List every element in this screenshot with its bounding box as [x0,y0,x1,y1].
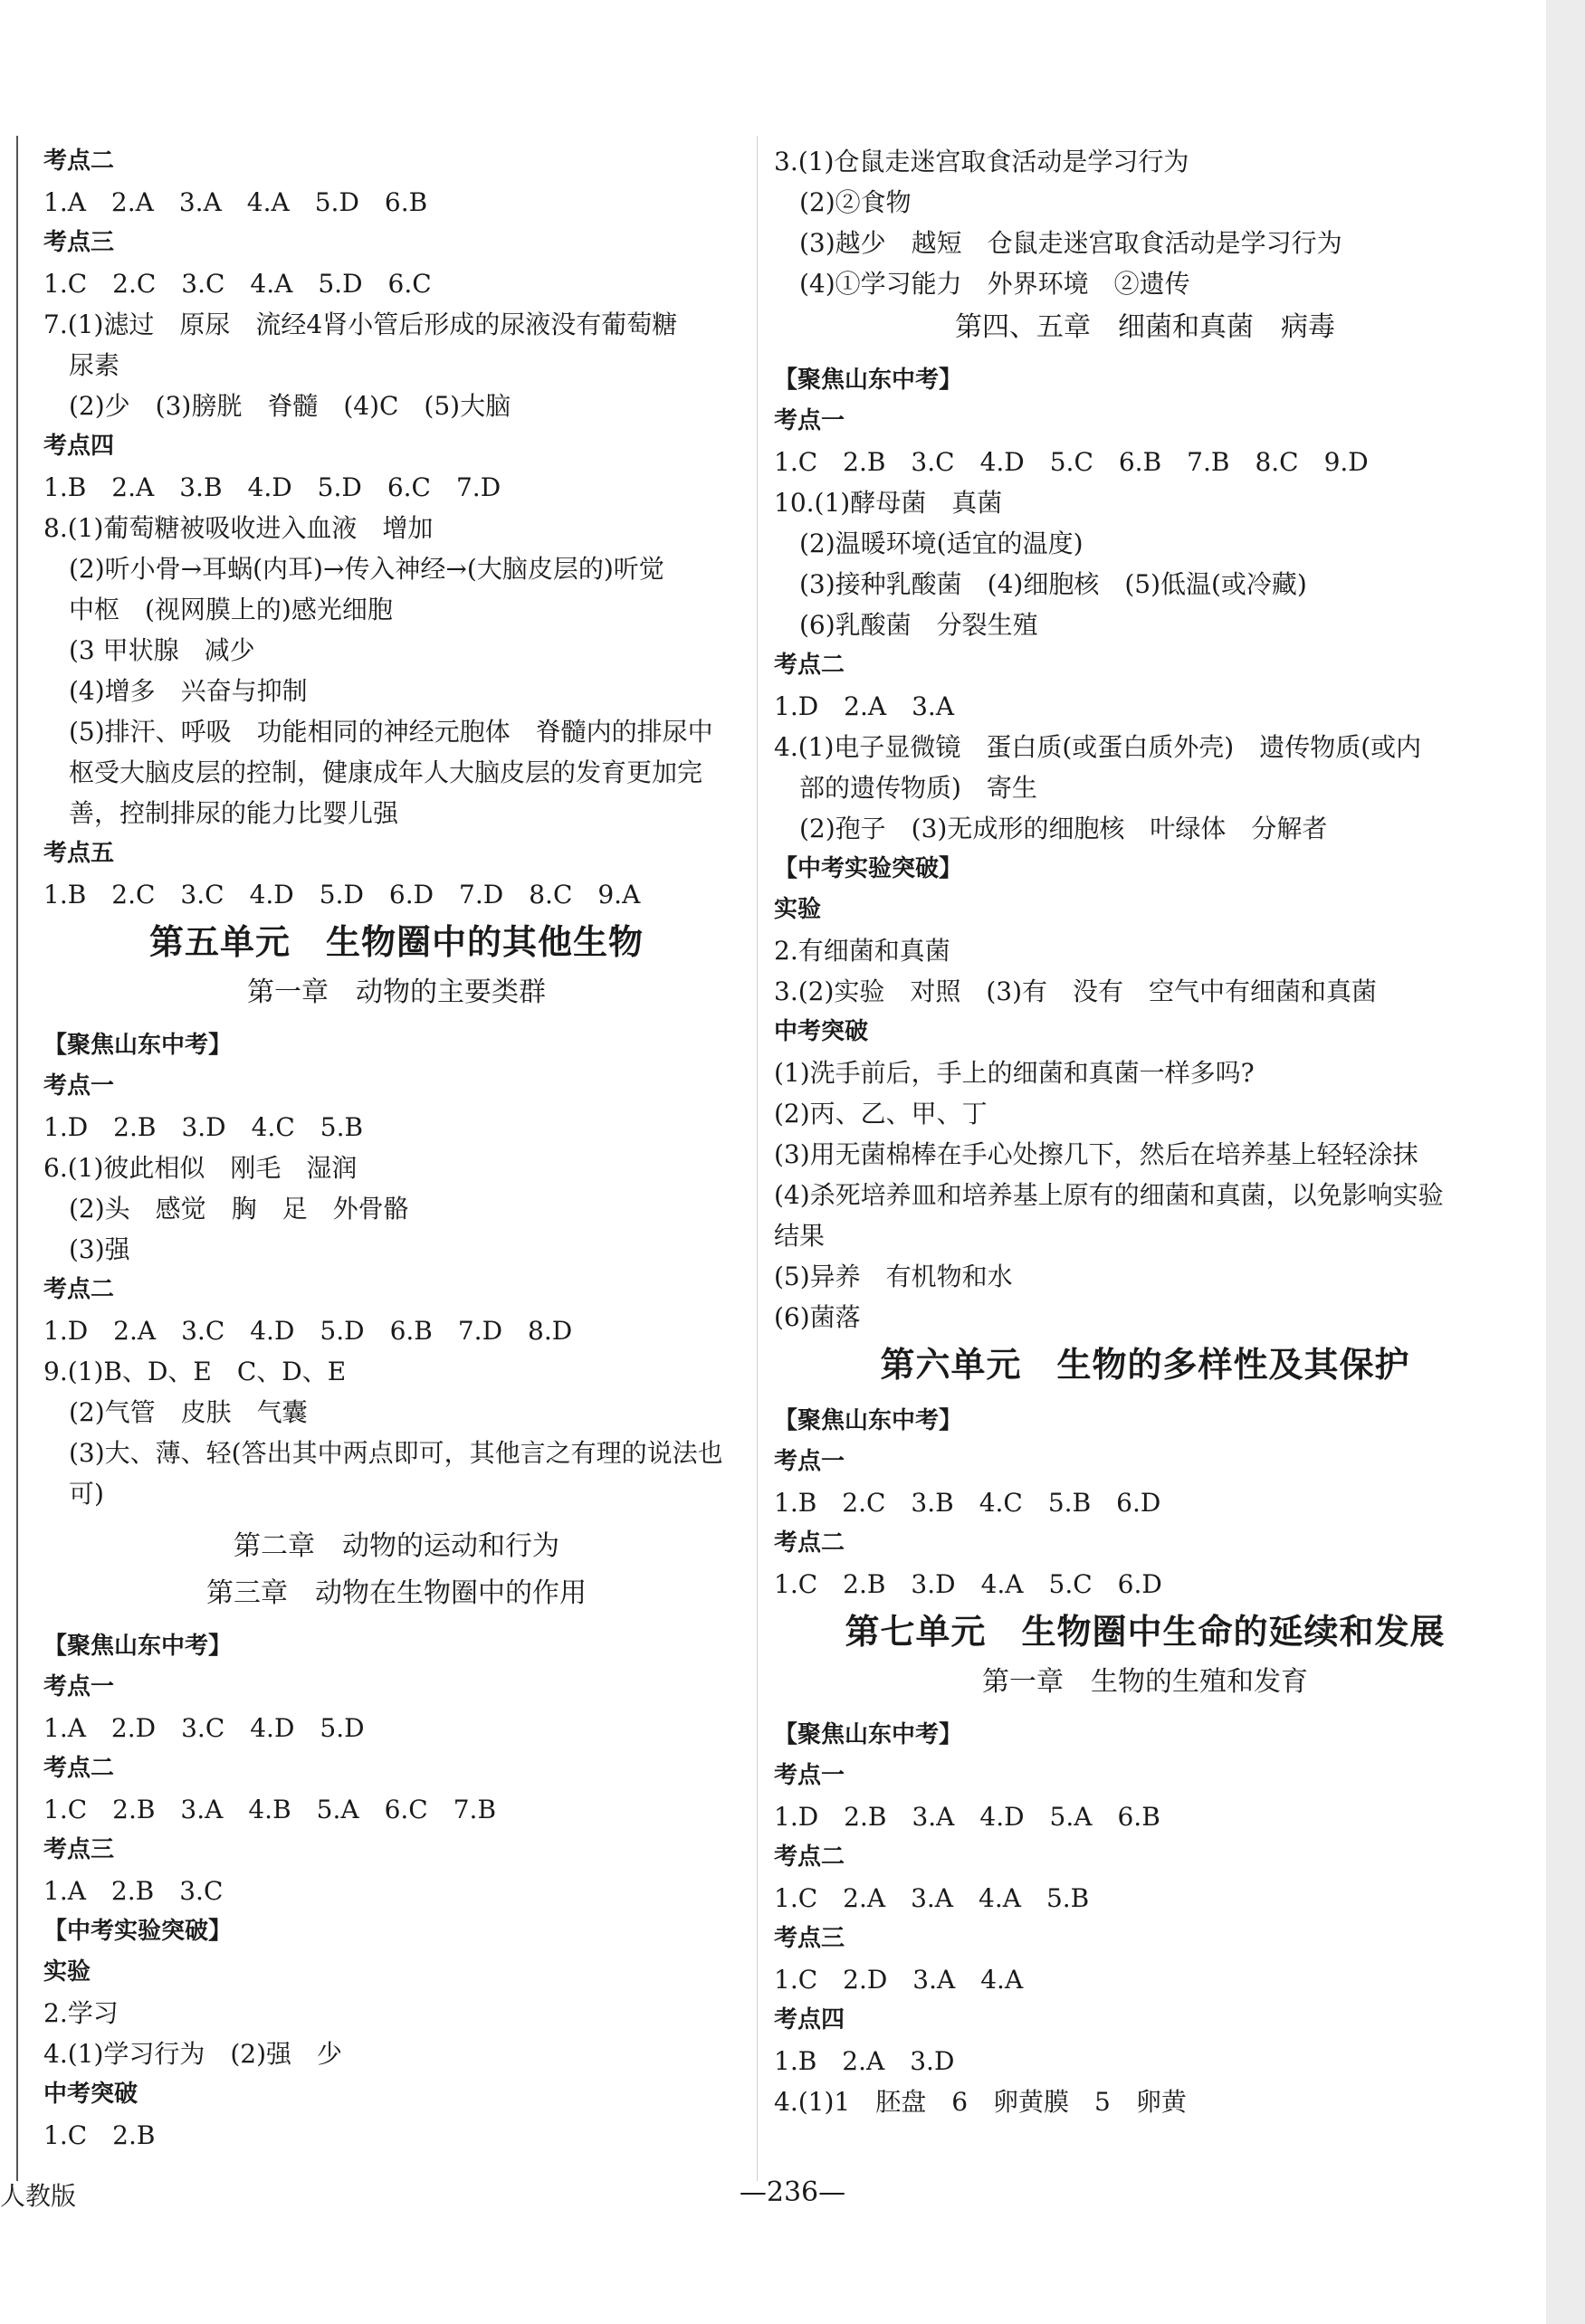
section-label: 考点三 [774,1925,845,1952]
spacer [43,1016,750,1025]
section-label: 考点一 [774,1448,845,1475]
answer-line: 中枢 (视网膜上的)感光细胞 [69,595,393,624]
edition-label: 人教版 [0,2181,77,2211]
section-label: 考点二 [774,1843,845,1871]
answer-line: (5)异养 有机物和水 [774,1262,1013,1291]
answer-line: 1.B 2.C 3.B 4.C 5.B 6.D [774,1488,1161,1518]
answer-line: (6)菌落 [774,1302,861,1332]
page-number: —236— [739,2176,846,2208]
answer-line: 1.C 2.B [43,2120,156,2150]
answer-line: 1.A 2.B 3.C [43,1876,224,1906]
spacer [43,1514,750,1523]
answer-line: (4)杀死培养皿和培养基上原有的细菌和真菌，以免影响实验 [774,1180,1444,1210]
answer-line: (5)排汗、呼吸 功能相同的神经元胞体 脊髓内的排尿中 [69,717,713,747]
answer-line: 结果 [774,1221,826,1251]
answer-line: (6)乳酸菌 分裂生殖 [799,610,1038,640]
answer-line: (3)大、薄、轻(答出其中两点即可，其他言之有理的说法也 [69,1438,723,1468]
answer-line: 1.C 2.B 3.A 4.B 5.A 6.C 7.B [43,1795,497,1824]
section-label: 考点一 [43,1072,115,1100]
answer-line: 1.D 2.B 3.A 4.D 5.A 6.B [774,1802,1160,1832]
answer-line: 枢受大脑皮层的控制，健康成年人大脑皮层的发育更加完 [69,757,703,787]
answer-line: 1.C 2.D 3.A 4.A [774,1965,1024,1995]
answer-line: (3)用无菌棉棒在手心处擦几下，然后在培养基上轻轻涂抹 [774,1139,1418,1169]
answer-line: (2)少 (3)膀胱 脊髓 (4)C (5)大脑 [69,391,511,421]
spacer [43,1617,750,1626]
section-label: 实验 [43,1958,91,1986]
section-label: 【聚焦山东中考】 [774,367,963,394]
section-label: 【聚焦山东中考】 [774,1407,963,1434]
section-label: 【聚焦山东中考】 [774,1721,963,1748]
spacer [774,351,1516,360]
answer-line: (4)增多 兴奋与抑制 [69,676,308,706]
answer-line: (4)①学习能力 外界环境 ②遗传 [799,269,1190,299]
section-label: 考点三 [43,1836,115,1863]
answer-line: 3.(1)仓鼠走迷宫取食活动是学习行为 [774,147,1189,176]
section-label: 考点四 [43,433,115,460]
answer-line: 1.B 2.A 3.B 4.D 5.D 6.C 7.D [43,472,501,502]
answer-line: 1.C 2.A 3.A 4.A 5.B [774,1883,1090,1913]
answer-line: (2)孢子 (3)无成形的细胞核 叶绿体 分解者 [799,814,1328,843]
section-label: 中考突破 [774,1018,869,1045]
answer-line: (2)头 感觉 胸 足 外骨骼 [69,1194,409,1224]
answer-line: (2)温暖环境(适宜的温度) [799,529,1084,558]
section-label: 【中考实验突破】 [43,1918,233,1945]
answer-line: 2.有细菌和真菌 [774,936,950,966]
answer-line: 可) [69,1479,104,1509]
answer-line: 1.C 2.C 3.C 4.A 5.D 6.C [43,269,432,299]
answer-line: (2)丙、乙、甲、丁 [774,1099,988,1129]
answer-line: 8.(1)葡萄糖被吸收进入血液 增加 [43,513,434,543]
chapter-heading: 第一章 生物的生殖和发育 [982,1666,1308,1698]
section-label: 考点一 [774,407,845,434]
answer-line: 尿素 [69,350,120,380]
binding-line [16,136,18,2181]
answer-line: 3.(2)实验 对照 (3)有 没有 空气中有细菌和真菌 [774,976,1378,1006]
scan-margin [1546,0,1585,2324]
section-label: 考点一 [774,1762,845,1789]
spacer [774,1392,1516,1401]
answer-line: (3 甲状腺 减少 [69,635,255,665]
answer-line: 1.D 2.B 3.D 4.C 5.B [43,1112,364,1142]
answer-line: 1.D 2.A 3.C 4.D 5.D 6.B 7.D 8.D [43,1316,573,1346]
unit-heading: 第七单元 生物圈中生命的延续和发展 [845,1611,1446,1652]
chapter-heading: 第二章 动物的运动和行为 [234,1530,559,1562]
section-label: 考点二 [774,652,845,679]
section-label: 考点二 [43,1755,115,1782]
unit-heading: 第六单元 生物的多样性及其保护 [880,1344,1410,1385]
answer-line: 部的遗传物质) 寄生 [799,773,1037,803]
answer-line: (2)气管 皮肤 气囊 [69,1397,308,1427]
answer-line: (1)洗手前后，手上的细菌和真菌一样多吗? [774,1058,1255,1088]
spacer [774,1706,1516,1715]
section-label: 【聚焦山东中考】 [43,1633,233,1660]
section-label: 考点三 [43,229,115,256]
section-label: 考点五 [43,840,115,867]
chapter-heading: 第三章 动物在生物圈中的作用 [206,1577,587,1609]
answer-line: (3)强 [69,1234,130,1264]
section-label: 【中考实验突破】 [774,855,963,882]
answer-line: 2.学习 [43,1998,119,2028]
answer-line: (2)听小骨→耳蜗(内耳)→传入神经→(大脑皮层的)听觉 [69,554,664,584]
answer-line: 4.(1)1 胚盘 6 卵黄膜 5 卵黄 [774,2087,1187,2117]
answer-line: 6.(1)彼此相似 刚毛 湿润 [43,1153,358,1183]
chapter-heading: 第一章 动物的主要类群 [247,976,546,1008]
section-label: 中考突破 [43,2081,138,2108]
answer-line: 1.C 2.B 3.C 4.D 5.C 6.B 7.B 8.C 9.D [774,447,1369,477]
answer-line: 1.A 2.D 3.C 4.D 5.D [43,1713,365,1743]
answer-line: 1.B 2.C 3.C 4.D 5.D 6.D 7.D 8.C 9.A [43,880,641,910]
answer-line: (3)接种乳酸菌 (4)细胞核 (5)低温(或冷藏) [799,569,1307,599]
unit-heading: 第五单元 生物圈中的其他生物 [148,921,644,962]
section-label: 考点二 [43,1276,115,1303]
answer-line: 10.(1)酵母菌 真菌 [774,488,1003,518]
answer-line: (2)②食物 [799,187,912,217]
section-label: 考点二 [774,1529,845,1557]
column-divider [757,136,758,2181]
answer-line: 4.(1)电子显微镜 蛋白质(或蛋白质外壳) 遗传物质(或内 [774,732,1422,762]
answer-line: 1.D 2.A 3.A [774,691,955,721]
answer-line: 1.B 2.A 3.D [774,2046,955,2076]
section-label: 考点二 [43,148,115,175]
section-label: 【聚焦山东中考】 [43,1032,233,1059]
answer-line: (3)越少 越短 仓鼠走迷宫取食活动是学习行为 [799,228,1342,258]
answer-line: 1.A 2.A 3.A 4.A 5.D 6.B [43,187,428,217]
section-label: 考点四 [774,2006,845,2034]
answer-line: 1.C 2.B 3.D 4.A 5.C 6.D [774,1569,1162,1599]
section-label: 实验 [774,896,822,923]
chapter-heading: 第四、五章 细菌和真菌 病毒 [955,311,1335,343]
answer-line: 9.(1)B、D、E C、D、E [43,1357,347,1386]
right-column [774,141,1516,2122]
answer-line: 4.(1)学习行为 (2)强 少 [43,2039,343,2069]
answer-line: 7.(1)滤过 原尿 流经4肾小管后形成的尿液没有葡萄糖 [43,310,678,339]
left-column [43,141,750,2156]
answer-line: 善，控制排尿的能力比婴儿强 [69,798,399,828]
section-label: 考点一 [43,1673,115,1700]
